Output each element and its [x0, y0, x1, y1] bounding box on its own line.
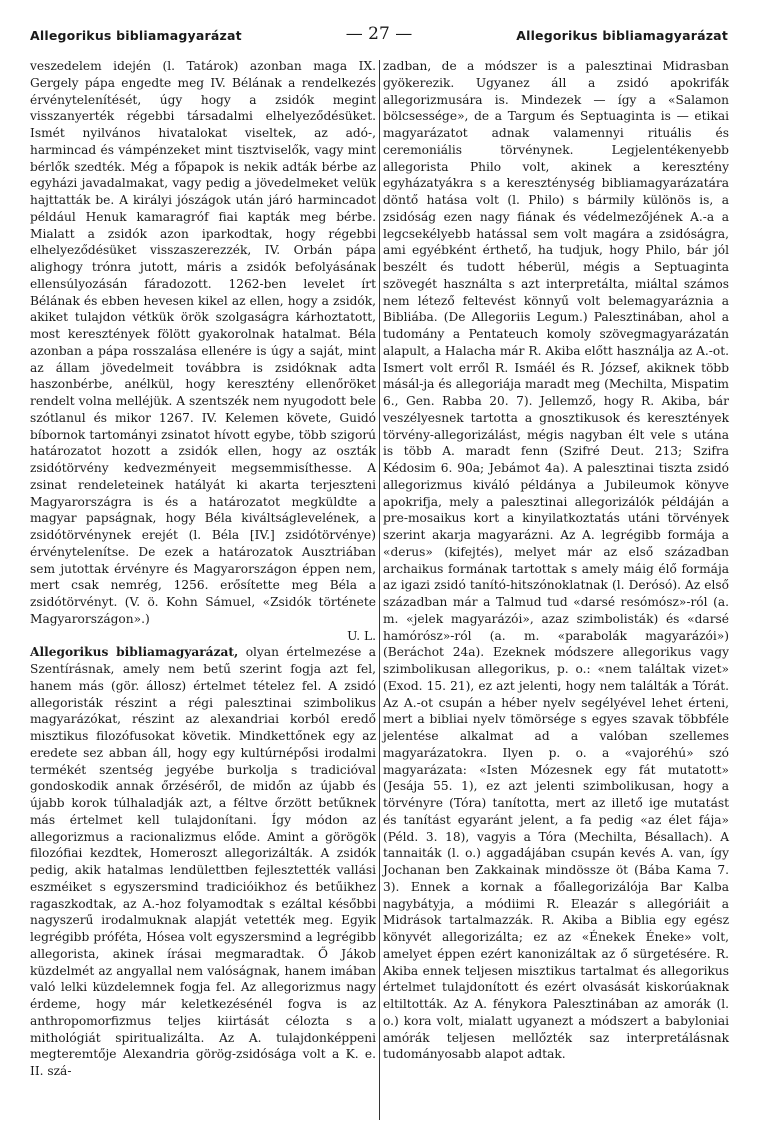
column-divider: [379, 60, 380, 1120]
header-left-title: Allegorikus bibliamagyarázat: [30, 28, 242, 43]
page-header: [30, 24, 728, 46]
author-signature: U. L.: [347, 628, 376, 643]
header-right-title: Allegorikus bibliamagyarázat: [516, 28, 728, 43]
left-column: [30, 58, 376, 1080]
entry-allegorikus: [30, 644, 376, 1080]
entry-text: olyan értelmezése a Szentírásnak, amely nem betű szerint fogja azt fel, hanem más (gör. állosz) értelmet tételez fel. A zsidó allegoristák részint a régi palesztinai szimbolikus magyarázókat, részint az alexandriai korból eredő misztikus filozófusokat követik. Mindkettőnek egy az eredete sez abban áll, hogy egy kultúrnépősi irodalmi termékét szentség jegyébe burkolja s tradicióval gondoskodik annak őrzéséről, de midőn az újabb és újabb korok túlhaladják azt, a féltve őrzött betűknek más értelmet kell tulajdonítani. Így módon az allegorizmus a racionalizmus előde. Amint a görögök filozófiai kezdtek, Homeroszt allegorizálták. A zsidók pedig, akik hatalmas lendülettben fejlesztették vallási eszméiket s egyszersmind tradicióikhoz és betűikhez ragaszkodtak, az A.-hoz folyamodtak s ezáltal későbbi nagyszerű irodalmuknak alapját vetették meg. Egyik legrégibb próféta, Hósea volt egyszersmind a legrégibb allegorista, akinek írásai megmaradtak. Ő Jákob küzdelmét az angyallal nem valóságnak, hanem imában való lelki küzdelemnek fogja fel. Az allegorizmus nagy érdeme, hogy már keletkezésénél fogva is az anthropomorfizmus teljes kiirtását célozta s a mithológiát spiritualizálta. Az A. tulajdonképpeni megteremtője Alexandria görög-zsidósága volt a K. e. II. szá-: [30, 645, 376, 1078]
left-paragraph-1: veszedelem idején (l. Tatárok) azonban maga IX. Gergely pápa engedte meg IV. Bélának a rendelkezés érvénytelenítését, úgy hogy a zsidók megint visszanyerték régebbi társadalmi elhelyeződésüket. Ismét nyilvános hivatalokat viseltek, az adó-, harmincad és vámpénzeket mint tisztviselők, vagy mint bérlők szedték. Még a főpapok is nekik adták bérbe az egyházi javadalmakat, vagy pedig a jövedelmeket velük hajttatták be. A királyi jószágok után járó harmincadot például Henuk kamaragróf fiai kapták meg bérbe. Mialatt a zsidók azon iparkodtak, hogy régebbi elhelyeződésüket visszaszerezzék, IV. Orbán pápa alighogy trónra jutott, máris a zsidók befolyásának ellensúlyozásán fáradozott. 1262-ben levelet írt Bélának és ebben hevesen kikel az ellen, hogy a zsidók, akiket tulajdon vétkük örök szolgaságra kárhoztatott, most keresztények fölött gyakorolnak hatalmat. Béla azonban a pápa rosszalása ellenére is úgy a saját, mint az állam jövedelmeit továbbra is zsidóknak adta haszonbérbe, anélkül, hogy keresztény ellenőröket rendelt volna melléjük. A szentszék nem nyugodott bele szótlanul és mikor 1267. IV. Kelemen követe, Guidó bíbornok tartományi zsinatot hívott egybe, több szigorú határozatot hozott a zsidók ellen, hogy az oszták zsidótörvény kedvezményeit megsemmisíthesse. A zsinat rendeleteinek hatályát ki akarta terjeszteni Magyarországra is és a határozatot megküldte a magyar papságnak, hogy Béla kiváltságlevelének, a zsidótörvénynek erejét (l. Béla [IV.] zsidótörvénye) érvénytelenítse. De ezek a határozatok Ausztriában sem jutottak érvényre és Magyarországon éppen nem, mert csak nemrég, 1256. erősítette meg Béla a zsidótörvényt. (V. ö. Kohn Sámuel, «Zsidók története Magyarországon».): [30, 59, 376, 626]
right-paragraph-1: zadban, de a módszer is a palesztinai Midrasban gyökerezik. Ugyanez áll a zsidó apokrifák allegorizmusára is. Mindezek — így a «Salamon bölcsessége», de a Targum és Septuaginta is — etikai magyarázatot adnak valamennyi rituális és ceremoniális törvénynek. Legjelentékenyebb allegorista Philo volt, akinek a keresztény egyházatyákra s a kereszténység bibliamagyarázatára döntő hatása volt (l. Philo) s bármily különös is, a zsidóság ezen nagy fiának és védelmezőjének A.-a a legcsekélyebb hatással sem volt magára a zsidóságra, ami egyébként érthető, ha tudjuk, hogy Philo, bár jól beszélt és tudott héberül, mégis a Septuaginta szövegét használta s azt interpretálta, miáltal számos nem létező feltevést könnyű volt belemagyaráznia a Bibliába. (De Allegoriis Legum.) Palesztinában, ahol a tudomány a Pentateuch komoly szövegmagyarázatán alapult, a Halacha már R. Akiba előtt használja az A.-ot. Ismert volt erről R. Ismáél és R. József, akiknek több másál-ja és allegoriája maradt meg (Mechilta, Mispatim 6., Gen. Rabba 20. 7). Jellemző, hogy R. Akiba, bár veszélyesnek tartotta a gnosztikusok és keresztények törvény-allegorizálást, mégis nagyban élt vele s utána is több A. maradt fenn (Szifré Deut. 213; Szifra Kédosim 6. 90a; Jebámot 4a). A palesztinai tiszta zsidó allegorizmus kiváló példánya a Jubileumok könyve apokrifja, mely a palesztinai allegorizálók példáján a pre-mosaikus kort a kinyilatkoztatás utáni törvények szerint akarja magyarázni. Az A. legrégibb formája a «derus» (kifejtés), melyet már az első században archaikus formának tartottak s amely máig élő formája az igazi zsidó tanító-hitszónoklatnak (l. Derósó). Az első században már a Talmud tud «darsé resómósz»-ról (a. m. «jelek magyarázói», azaz szimbolisták) és «darsé hamórósz»-ról (a. m. «parabolák magyarázói») (Beráchot 24a). Ezeknek módszere allegorikus vagy szimbolikusan allegorikus, p. o.: «nem találtak vizet» (Exod. 15. 21), ez azt jelenti, hogy nem találták a Tórát. Az A.-ot csupán a héber nyelv segélyével lehet érteni, mert a bibliai nyelv tömörsége s egyes szavak többféle jelentése alkalmat ad a valóban szellemes magyarázatokra. Ilyen p. o. a «vajoréhú» szó magyarázata: «Isten Mózesnek egy fát mutatott» (Jesája 55. 1), ez azt jelenti szimbolikusan, hogy a törvényre (Tóra) tanította, mert az illető ige mutatást és tanítást egyaránt jelent, a fa pedig «az élet fája» (Péld. 3. 18), vagyis a Tóra (Mechilta, Bésallach). A tannaiták (l. o.) aggadájában csupán kevés A. van, így Jochanan ben Zakkainak mindössze öt (Bába Kama 7. 3). Ennek a kornak a főallegorizálója Bar Kalba nagybátyja, a módiimi R. Eleazár s allegóriáit a Midrások tartalmazzák. R. Akiba a Biblia egy egész könyvét allegorizálta; ez az «Énekek Éneke» volt, amelyet éppen ezért kanonizáltak az ő sürgetésére. R. Akiba ennek teljesen misztikus tartalmat és allegorikus értelmet tulajdonított és ezért olvasását kiskorúaknak eltiltották. Az A. fénykora Palesztinában az amorák (l. o.) kora volt, mialatt ugyanezt a módszert a babyloniai amórák teljesen mellőzték saz interpretálásnak tudományosabb alapot adtak.: [383, 59, 729, 1062]
entry-headword: Allegorikus bibliamagyarázat,: [30, 645, 239, 660]
right-column: [383, 58, 729, 1063]
page-number: — 27 —: [345, 24, 413, 44]
